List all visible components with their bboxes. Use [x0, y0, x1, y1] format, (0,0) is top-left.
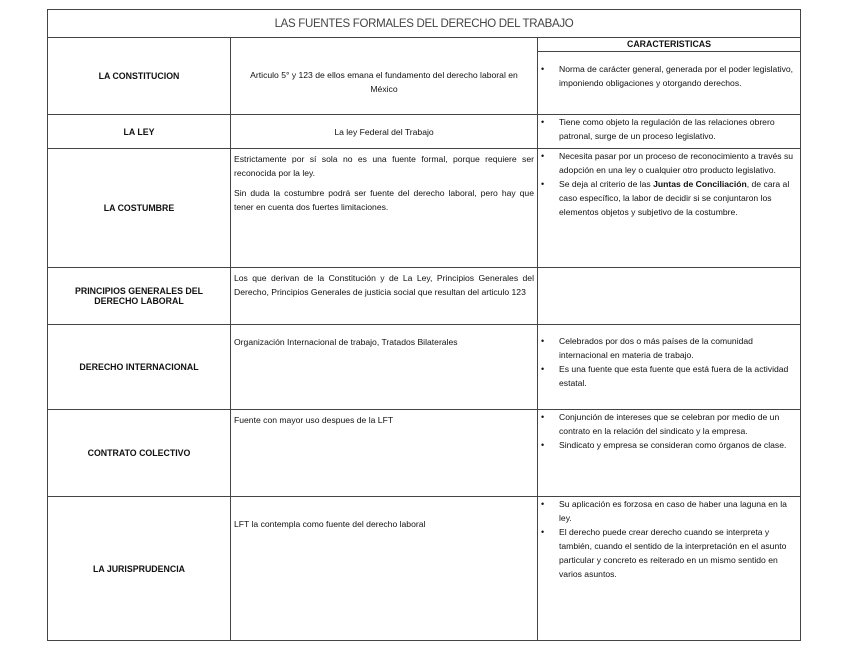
description-text: Fuente con mayor uso despues de la LFT: [234, 415, 394, 425]
source-cell: PRINCIPIOS GENERALES DEL DERECHO LABORAL: [48, 268, 231, 325]
description-cell: [231, 115, 538, 149]
list-item-text: Sindicato y empresa se consideran como órganos de clase.: [559, 440, 787, 450]
source-cell: LA JURISPRUDENCIA: [48, 497, 231, 641]
bullet-icon: •: [541, 499, 545, 509]
characteristics-header: CARACTERISTICAS: [538, 38, 800, 52]
description-cell: [231, 325, 538, 410]
characteristics-list: [538, 410, 800, 454]
characteristics-list: [538, 52, 800, 92]
source-cell: LA COSTUMBRE: [48, 149, 231, 268]
description-cell: [231, 497, 538, 641]
description-text: La ley Federal del Trabajo: [334, 126, 434, 137]
source-cell: CONTRATO COLECTIVO: [48, 410, 231, 497]
list-item: [538, 115, 798, 143]
description-text: Articulo 5° y 123 de ellos emana el fundamento del derecho laboral en México: [250, 70, 518, 94]
characteristics-cell: [538, 115, 801, 149]
characteristics-cell: [538, 38, 801, 115]
characteristics-list: [538, 497, 800, 583]
characteristics-cell: [538, 149, 801, 268]
list-item: [538, 410, 798, 438]
bullet-icon: •: [541, 64, 545, 74]
description-cell: [231, 149, 538, 268]
description-text: Los que derivan de la Constitución y de La Ley, Principios Generales del Derecho, Principios Generales de justicia social que resultan del articulo 123: [234, 273, 534, 297]
list-item-text: Norma de carácter general, generada por el poder legislativo, imponiendo obligaciones y otorgando derechos.: [559, 64, 794, 88]
bullet-icon: •: [541, 364, 545, 374]
list-item-text: Celebrados por dos o más países de la comunidad internacional en materia de trabajo.: [559, 336, 753, 360]
bullet-icon: •: [541, 440, 545, 450]
list-item: [538, 62, 798, 90]
list-item: [538, 497, 798, 525]
description-text: Organización Internacional de trabajo, Tratados Bilaterales: [234, 337, 458, 347]
description-text: LFT la contempla como fuente del derecho laboral: [234, 519, 426, 529]
table-row: [48, 410, 801, 497]
table-row: [48, 115, 801, 149]
document-page: [47, 9, 800, 641]
source-cell: DERECHO INTERNACIONAL: [48, 325, 231, 410]
list-item: [538, 149, 798, 177]
description-cell: [231, 268, 538, 325]
characteristics-list: [538, 115, 800, 145]
characteristics-cell: [538, 325, 801, 410]
list-item-text: Tiene como objeto la regulación de las relaciones obrero patronal, surge de un proceso legislativo.: [559, 117, 775, 141]
bullet-icon: •: [541, 117, 545, 127]
characteristics-list: [538, 325, 800, 392]
description-text: Estrictamente por sí sola no es una fuente formal, porque requiere ser reconocida por la ley.: [234, 154, 534, 178]
characteristics-list: [538, 149, 800, 221]
table-title: LAS FUENTES FORMALES DEL DERECHO DEL TRABAJO: [48, 10, 801, 38]
table-row: [48, 497, 801, 641]
table-row: [48, 325, 801, 410]
characteristics-cell: [538, 497, 801, 641]
list-item-text-bold: Juntas de Conciliación: [653, 179, 747, 189]
description-cell: [231, 410, 538, 497]
list-item: [538, 438, 798, 452]
list-item-text-pre: Se deja al criterio de las: [559, 179, 654, 189]
list-item-text-post: , de cara al caso específico, la labor de decidir si se conjuntaron los elementos objetos y subjetivo de la costumbre.: [559, 179, 790, 217]
description-text: Sin duda la costumbre podrá ser fuente del derecho laboral, pero hay que tener en cuenta dos fuertes limitaciones.: [234, 188, 534, 212]
list-item-text: Es una fuente que esta fuente que está fuera de la actividad estatal.: [559, 364, 789, 388]
table-row: [48, 149, 801, 268]
bullet-icon: •: [541, 151, 545, 161]
bullet-icon: •: [541, 412, 545, 422]
characteristics-cell: [538, 410, 801, 497]
list-item: [538, 334, 798, 362]
sources-table: [47, 9, 801, 641]
bullet-icon: •: [541, 527, 545, 537]
list-item-text: Necesita pasar por un proceso de reconocimiento a través su adopción en una ley o cualquier otro producto legislativo.: [559, 151, 794, 175]
description-cell: [231, 38, 538, 115]
bullet-icon: •: [541, 336, 545, 346]
characteristics-cell: [538, 268, 801, 325]
table-row: [48, 268, 801, 325]
source-cell: LA LEY: [48, 115, 231, 149]
list-item: [538, 525, 798, 581]
list-item: [538, 362, 798, 390]
list-item-text: Su aplicación es forzosa en caso de haber una laguna en la ley.: [559, 499, 787, 523]
list-item-text: Conjunción de intereses que se celebran por medio de un contrato en la relación del sindicato y la empresa.: [559, 412, 780, 436]
list-item: [538, 177, 798, 219]
list-item-text: El derecho puede crear derecho cuando se interpreta y también, cuando el sentido de la interpretación en el asunto particular y concreto es reiterado en un mismo sentido en varios asuntos.: [559, 527, 787, 579]
table-row: [48, 38, 801, 115]
source-cell: LA CONSTITUCION: [48, 38, 231, 115]
bullet-icon: •: [541, 179, 545, 189]
